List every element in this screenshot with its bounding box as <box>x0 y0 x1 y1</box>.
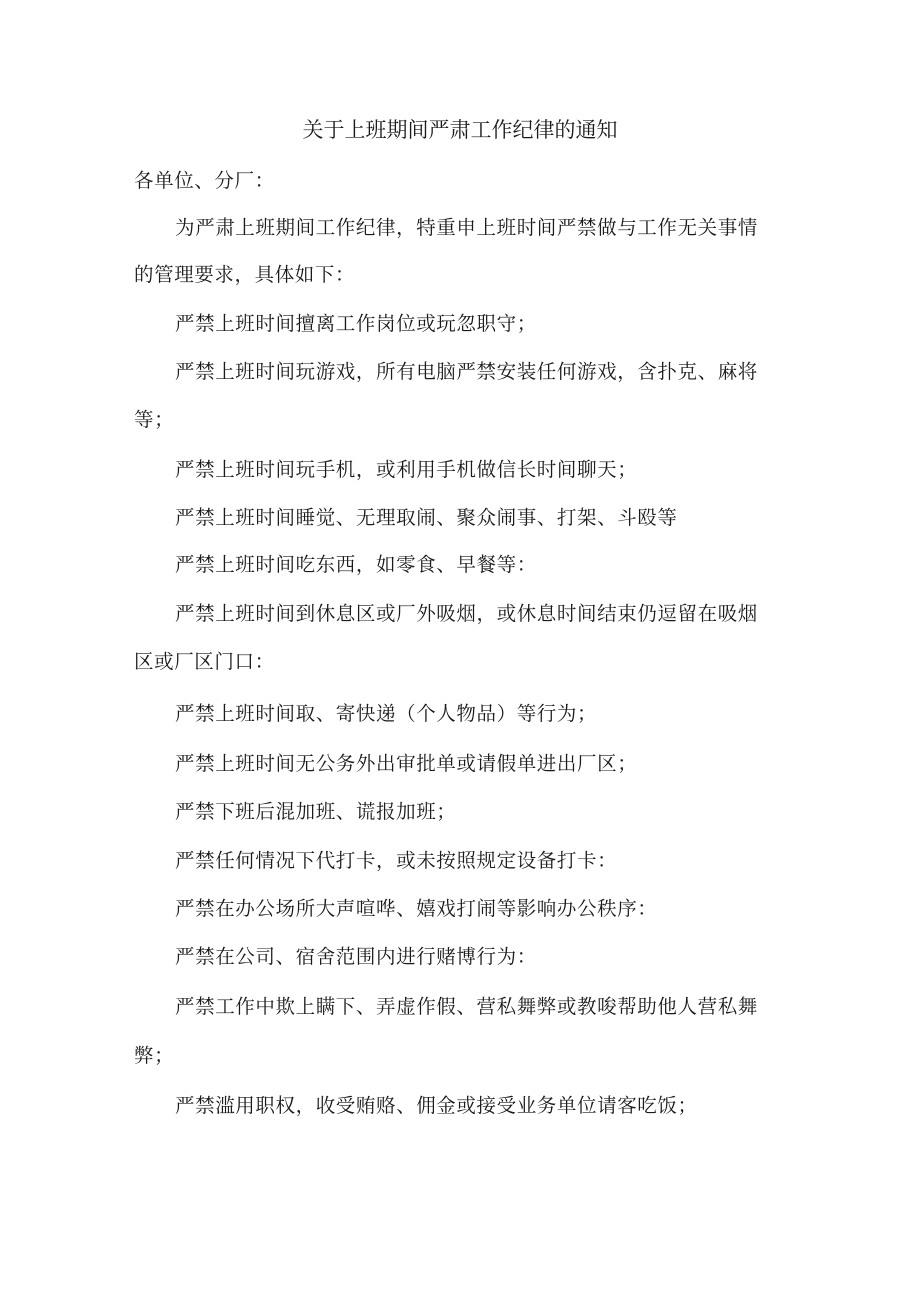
rule-5: 严禁上班时间吃东西，如零食、早餐等： <box>175 553 537 576</box>
rule-6-line-2: 区或厂区门口： <box>134 650 275 673</box>
rule-13-line-1: 严禁工作中欺上瞒下、弄虚作假、营私舞弊或教唆帮助他人营私舞 <box>175 995 758 1018</box>
rule-7: 严禁上班时间取、寄快递（个人物品）等行为； <box>175 702 598 725</box>
rule-6-line-1: 严禁上班时间到休息区或厂外吸烟，或休息时间结束仍逗留在吸烟 <box>175 602 758 625</box>
rule-2-line-2: 等； <box>134 408 175 431</box>
rule-10: 严禁任何情况下代打卡，或未按照规定设备打卡： <box>175 849 618 872</box>
rule-8: 严禁上班时间无公务外出审批单或请假单进出厂区； <box>175 752 638 775</box>
rule-9: 严禁下班后混加班、谎报加班； <box>175 800 457 823</box>
rule-14: 严禁滥用职权，收受贿赂、佣金或接受业务单位请客吃饭； <box>175 1094 698 1117</box>
salutation: 各单位、分厂： <box>134 169 275 192</box>
rule-2-line-1: 严禁上班时间玩游戏，所有电脑严禁安装任何游戏，含扑克、麻将 <box>175 360 758 383</box>
rule-4: 严禁上班时间睡觉、无理取闹、聚众闹事、打架、斗殴等 <box>175 506 678 529</box>
rule-1: 严禁上班时间擅离工作岗位或玩忽职守； <box>175 312 537 335</box>
rule-13-line-2: 弊； <box>134 1044 175 1067</box>
intro-line-1: 为严肃上班期间工作纪律，特重申上班时间严禁做与工作无关事情 <box>175 216 758 239</box>
rule-3: 严禁上班时间玩手机，或利用手机做信长时间聊天； <box>175 458 638 481</box>
intro-line-2: 的管理要求，具体如下： <box>134 263 356 286</box>
rule-11: 严禁在办公场所大声喧哗、嬉戏打闹等影响办公秩序： <box>175 897 658 920</box>
rule-12: 严禁在公司、宿舍范围内进行赌博行为： <box>175 945 537 968</box>
document-title: 关于上班期间严肃工作纪律的通知 <box>302 118 618 142</box>
